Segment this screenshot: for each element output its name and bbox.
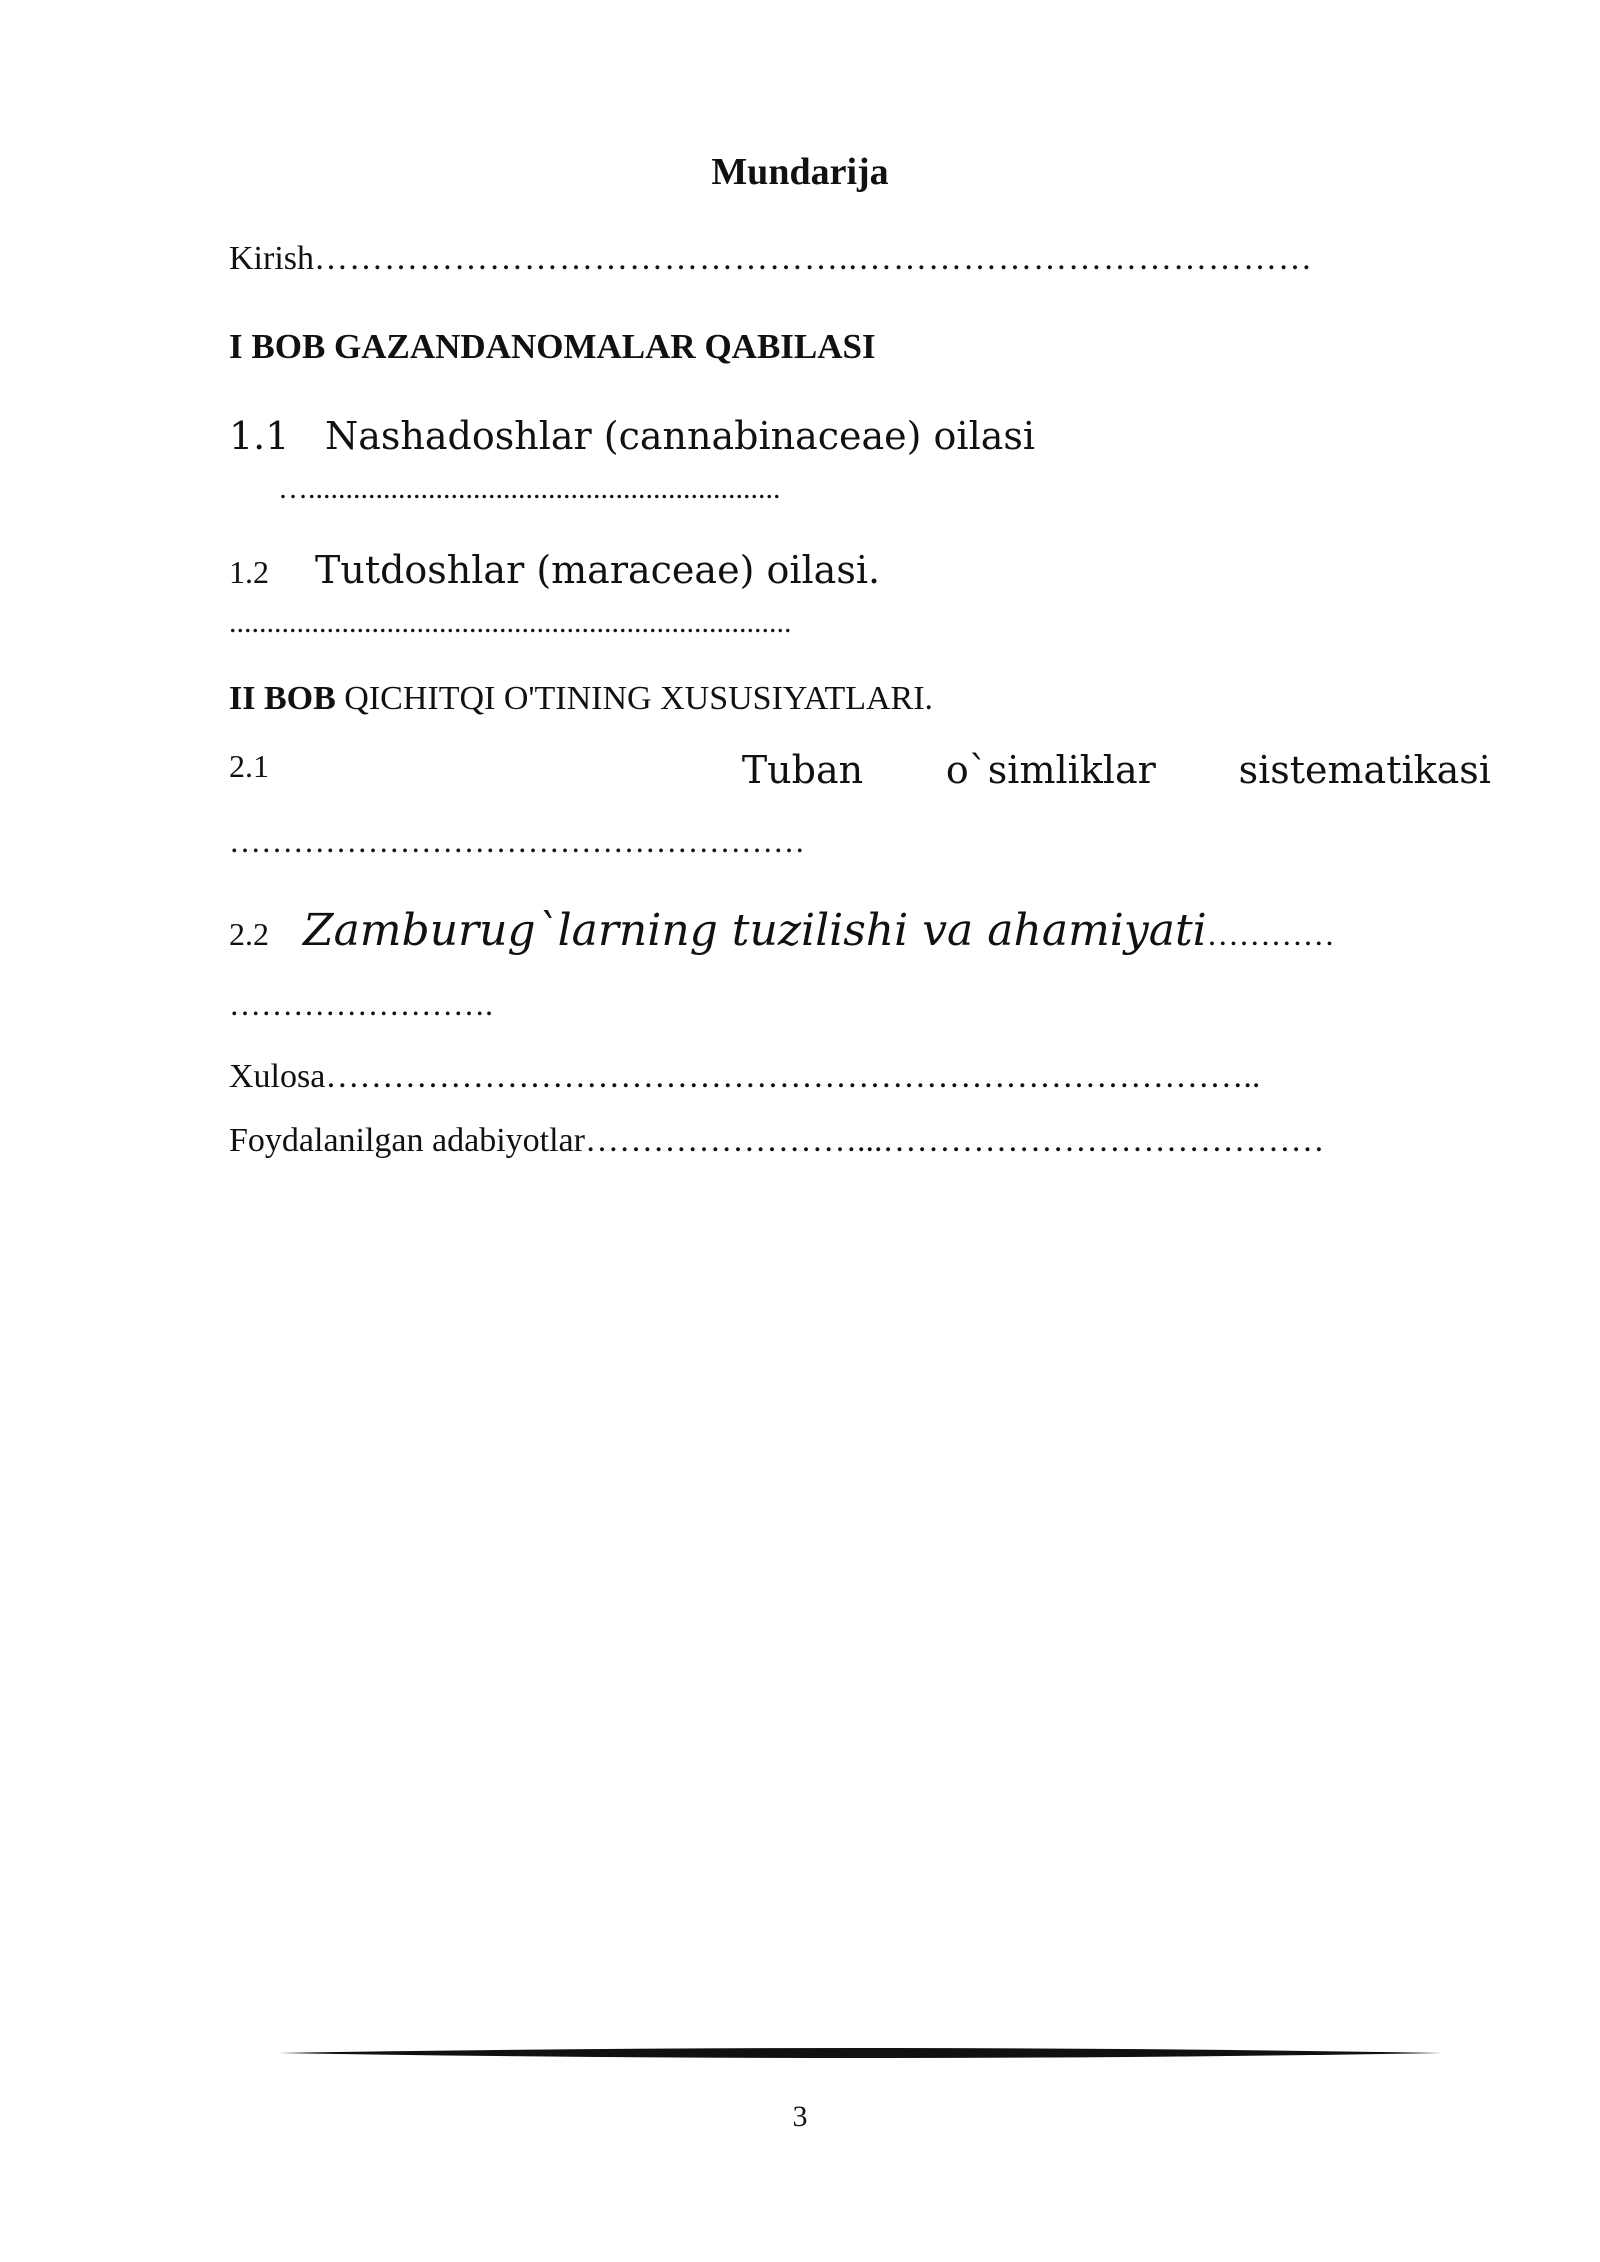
section-title-word: sistematikasi [1238, 748, 1491, 792]
section-number: 2.2 [229, 916, 269, 952]
toc-leader-dots: ……………………………………………… [229, 823, 805, 859]
toc-leader-dots: ........................................................................... [229, 606, 792, 639]
section-number: 1.1 [229, 414, 290, 458]
toc-leader-dots: ……………………. [229, 986, 493, 1022]
page-title: Mundarija [711, 151, 889, 193]
toc-leader-dots: …............................................................... [278, 472, 781, 505]
toc-entry-kirish [229, 240, 1313, 278]
toc-chapter-2 [229, 680, 933, 718]
toc-section-2-1 [229, 748, 1491, 792]
toc-section-1-2 [229, 548, 880, 592]
toc-leader-dots: ……………………………………………………………………….. [325, 1058, 1261, 1095]
section-title-word: Tuban [741, 748, 864, 792]
toc-section-2-2 [229, 905, 1335, 956]
page-number: 3 [792, 2100, 808, 2133]
toc-leader-dots: ………… [1206, 916, 1335, 952]
section-title: Nashadoshlar (cannabinaceae) oilasi [325, 414, 1036, 458]
section-title-word: o`simliklar [945, 748, 1156, 792]
chapter-prefix: II BOB [229, 680, 336, 717]
chapter-title: QICHITQI O'TINING XUSUSIYATLARI. [344, 680, 934, 717]
toc-entry-label: Foydalanilgan adabiyotlar [229, 1122, 585, 1159]
section-number: 2.1 [229, 748, 269, 784]
footer-divider [278, 2045, 1443, 2061]
toc-section-1-1 [229, 414, 1035, 458]
section-title: Zamburug`larning tuzilishi va ahamiyati [303, 905, 1207, 956]
toc-entry-label: Xulosa [229, 1058, 326, 1095]
toc-chapter-1: I BOB GAZANDANOMALAR QABILASI [229, 327, 876, 366]
toc-leader-dots: ……………………...………………………………… [584, 1122, 1325, 1159]
toc-leader-dots: ………………………………………..………………………………… [314, 240, 1313, 277]
toc-entry-label: Kirish [229, 240, 314, 277]
toc-entry-foydalanilgan [229, 1122, 1324, 1160]
section-title: Tutdoshlar (maraceae) oilasi. [315, 548, 881, 592]
section-number: 1.2 [229, 554, 269, 590]
toc-entry-xulosa [229, 1058, 1260, 1096]
